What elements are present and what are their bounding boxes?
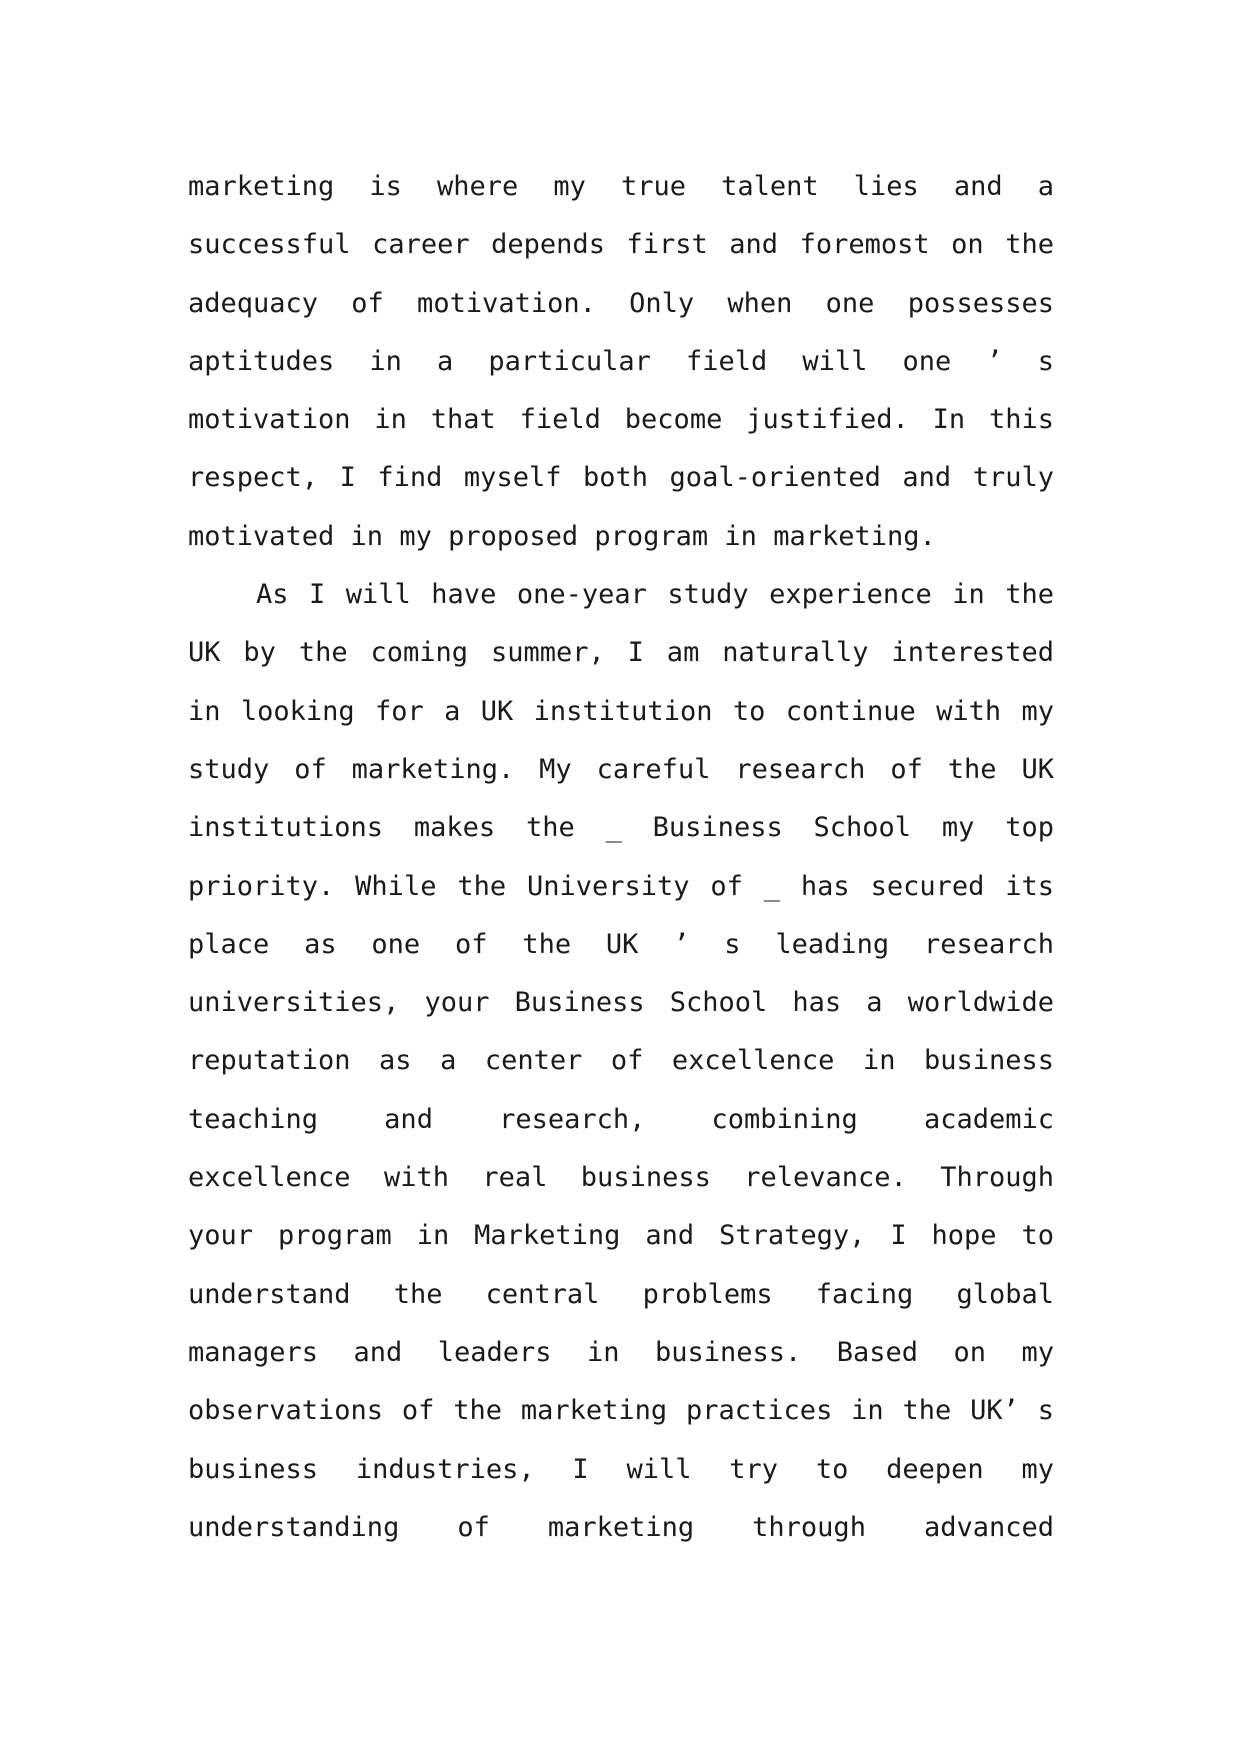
text-line: UK by the coming summer, I am naturally interested [188,637,1054,669]
text-line: aptitudes in a particular field will one ’ s [188,345,1054,377]
text-line: motivated in my proposed program in marketing. [188,520,936,552]
text-line: successful career depends first and foremost on the [188,229,1054,261]
text-line: study of marketing. My careful research of the UK [188,753,1054,785]
text-line: priority. While the University of _ has secured its [188,870,1054,902]
paragraph-start-line: As I will have one-year study experience in the [256,579,1054,611]
text-line: observations of the marketing practices in the UK’ s [188,1395,1054,1427]
text-line: motivation in that field become justified. In this [188,404,1054,436]
text-line: respect, I find myself both goal-oriented and truly [188,462,1054,494]
text-line: understanding of marketing through advanced [188,1511,1054,1543]
text-line: business industries, I will try to deepen my [188,1453,1054,1485]
text-line: reputation as a center of excellence in business [188,1045,1054,1077]
body-text [188,158,1054,1557]
text-line: institutions makes the _ Business School my top [188,812,1054,844]
text-line: in looking for a UK institution to continue with my [188,695,1054,727]
text-line: teaching and research, combining academic [188,1103,1054,1135]
text-line: marketing is where my true talent lies and a [188,171,1054,202]
text-line: place as one of the UK ’ s leading research [188,928,1054,960]
text-line: managers and leaders in business. Based on my [188,1336,1054,1368]
text-line: understand the central problems facing global [188,1278,1054,1310]
text-line: adequacy of motivation. Only when one possesses [188,287,1054,319]
text-line: universities, your Business School has a worldwide [188,987,1054,1019]
text-line: excellence with real business relevance. Through [188,1162,1054,1194]
text-line: your program in Marketing and Strategy, I hope to [188,1220,1054,1252]
